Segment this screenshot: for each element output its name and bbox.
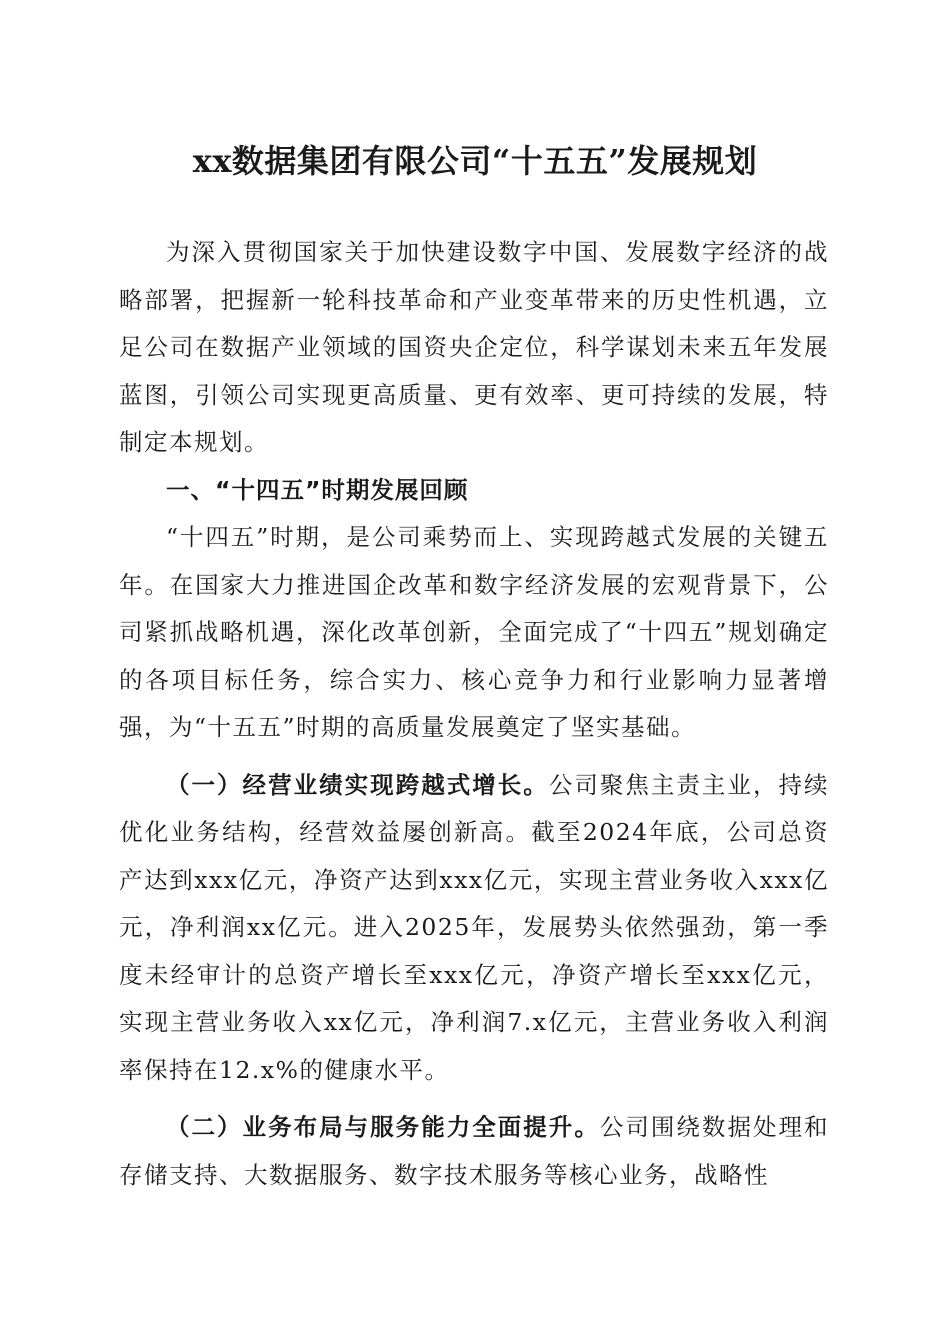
item-text-2: 公司围绕数据处理和存储支持、大数据服务、数字技术服务等核心业务，战略性 xyxy=(119,1113,830,1189)
document-title: xx数据集团有限公司“十五五”发展规划 xyxy=(192,142,758,180)
spacer xyxy=(119,1094,829,1104)
item-paragraph-1 xyxy=(119,762,829,1095)
item-paragraph-2 xyxy=(119,1104,829,1199)
spacer xyxy=(119,752,829,762)
review-paragraph: “十四五”时期，是公司乘势而上、实现跨越式发展的关键五年。在国家大力推进国企改革和数字经济发展的宏观背景下，公司紧抓战略机遇，深化改革创新，全面完成了“十四五”规划确定的各项目标任务，综合实力、核心竞争力和行业影响力显著增强，为“十五五”时期的高质量发展奠定了坚实基础。 xyxy=(119,523,829,741)
item-lead-2: （二）业务布局与服务能力全面提升。 xyxy=(166,1113,600,1141)
document-body xyxy=(119,229,829,1199)
item-text-1: 公司聚焦主责主业，持续优化业务结构，经营效益屡创新高。截至2024年底，公司总资产达到xxx亿元，净资产达到xxx亿元，实现主营业务收入xxx亿元，净利润xx亿元。进入2025年，发展势头依然强劲，第一季度未经审计的总资产增长至xxx亿元，净资产增长至xxx亿元，实现主营业务收入xx亿元，净利润7.x亿元，主营业务收入利润率保持在12.x%的健康水平。 xyxy=(119,770,830,1084)
intro-paragraph: 为深入贯彻国家关于加快建设数字中国、发展数字经济的战略部署，把握新一轮科技革命和产业变革带来的历史性机遇，立足公司在数据产业领域的国资央企定位，科学谋划未来五年发展蓝图，引领公司实现更高质量、更有效率、更可持续的发展，特制定本规划。 xyxy=(119,238,829,456)
section-heading: 一、“十四五”时期发展回顾 xyxy=(166,475,469,504)
item-lead-1: （一）经营业绩实现跨越式增长。 xyxy=(166,770,549,799)
